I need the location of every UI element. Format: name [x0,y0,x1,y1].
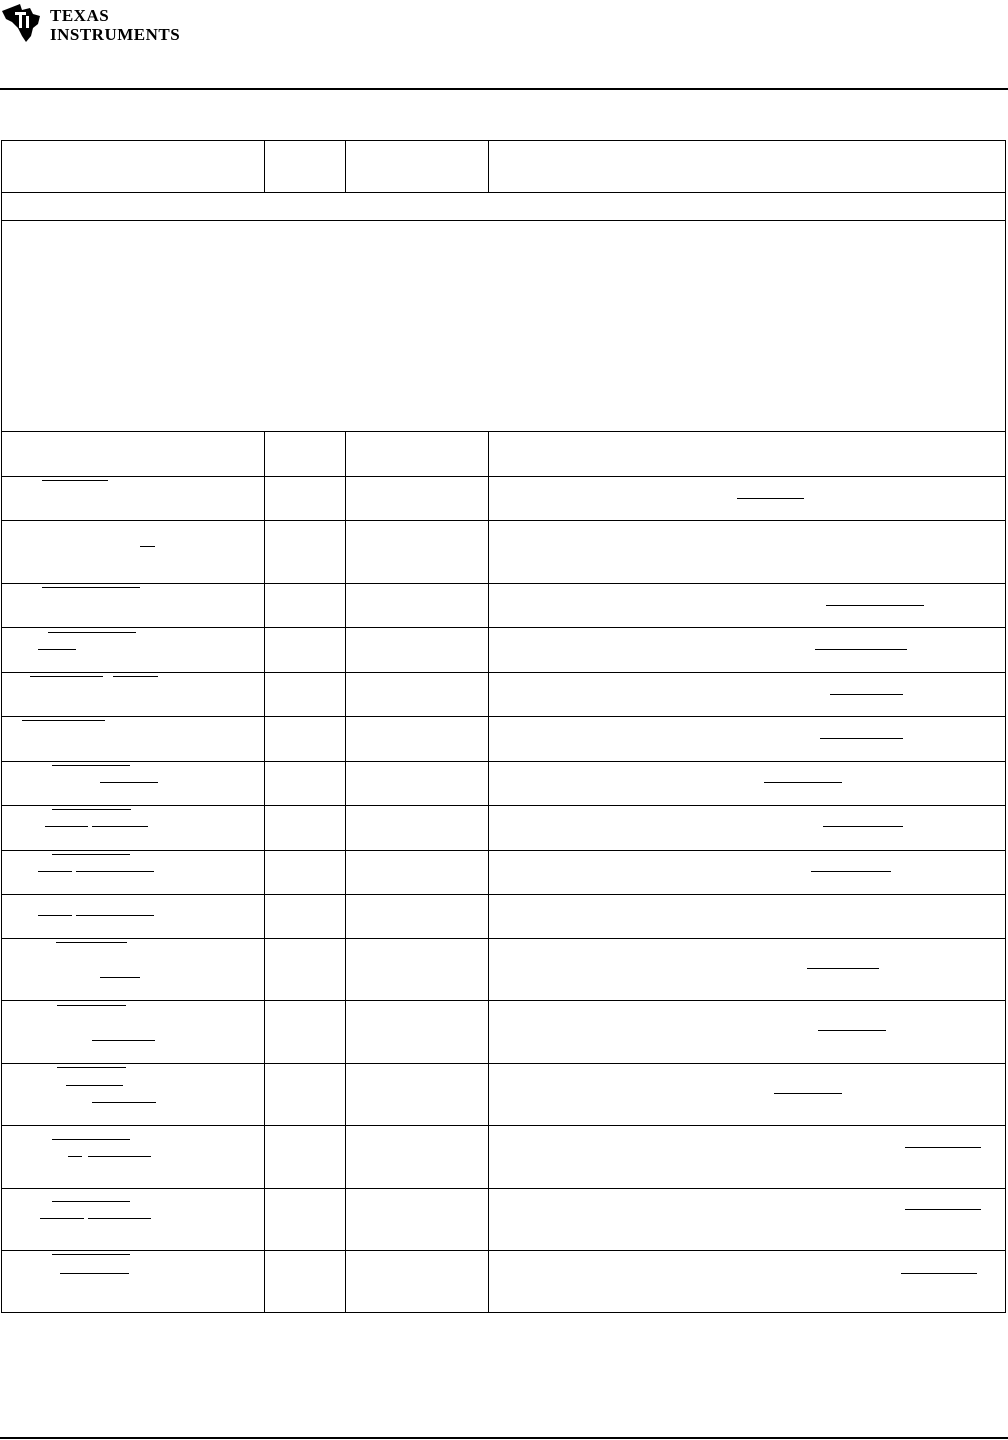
table-row-border [1,761,1006,762]
overbar-mark [100,977,140,978]
overbar-mark [40,1218,84,1219]
table-row-border [1,192,1006,193]
overbar-mark [901,1273,977,1274]
overbar-mark [807,968,879,969]
column-divider [488,431,489,1312]
table-row-border [1,938,1006,939]
overbar-mark [140,546,155,547]
overbar-mark [737,498,804,499]
column-divider [345,140,346,192]
overbar-mark [905,1147,981,1148]
table-row-border [1,1125,1006,1126]
overbar-mark [22,720,105,721]
overbar-mark [774,1093,842,1094]
overbar-mark [57,1067,126,1068]
table-row-border [1,1250,1006,1251]
column-divider [264,140,265,192]
overbar-mark [42,480,108,481]
overbar-mark [52,1201,130,1202]
overbar-mark [764,782,842,783]
footer-rule [0,1437,1008,1439]
overbar-mark [48,632,136,633]
overbar-mark [88,1218,151,1219]
ti-state-logo-icon [0,2,46,44]
table-row-border [1,431,1006,432]
overbar-mark [30,676,103,677]
table-row-border [1,583,1006,584]
overbar-mark [52,1139,130,1140]
overbar-mark [42,587,140,588]
column-divider [345,431,346,1312]
overbar-mark [57,1005,126,1006]
overbar-mark [88,1156,151,1157]
overbar-mark [38,649,76,650]
table-row-border [1,627,1006,628]
table-row-border [1,850,1006,851]
overbar-mark [92,1040,155,1041]
overbar-mark [38,915,72,916]
overbar-mark [38,871,72,872]
table-border-top [1,140,1006,141]
column-divider [488,140,489,192]
overbar-mark [52,809,131,810]
overbar-mark [113,676,158,677]
table-row-border [1,894,1006,895]
table-row-border [1,476,1006,477]
overbar-mark [811,871,891,872]
table-row-border [1,716,1006,717]
overbar-mark [60,1273,129,1274]
table-row-border [1,672,1006,673]
overbar-mark [815,649,907,650]
table-border-right [1005,140,1006,1312]
overbar-mark [92,1102,156,1103]
overbar-mark [66,1085,123,1086]
overbar-mark [818,1030,886,1031]
column-divider [264,431,265,1312]
ti-logo [0,0,200,50]
overbar-mark [52,854,130,855]
table-row-border [1,1063,1006,1064]
overbar-mark [56,942,127,943]
overbar-mark [100,782,158,783]
overbar-mark [830,694,903,695]
overbar-mark [76,915,154,916]
overbar-mark [52,765,130,766]
overbar-mark [92,826,148,827]
overbar-mark [823,826,903,827]
overbar-mark [820,738,903,739]
table-row-border [1,1000,1006,1001]
table-row-border [1,1188,1006,1189]
overbar-mark [45,826,88,827]
overbar-mark [68,1156,82,1157]
table-border-left [1,140,2,1312]
table-row-border [1,520,1006,521]
brand-name-line1: TEXAS [50,6,110,25]
overbar-mark [826,605,924,606]
header-rule [0,88,1008,90]
overbar-mark [76,871,154,872]
table-row-border [1,805,1006,806]
brand-name-line2: INSTRUMENTS [50,25,181,44]
overbar-mark [905,1209,981,1210]
overbar-mark [52,1254,130,1255]
table-row-border [1,220,1006,221]
table-border-bottom [1,1312,1006,1313]
